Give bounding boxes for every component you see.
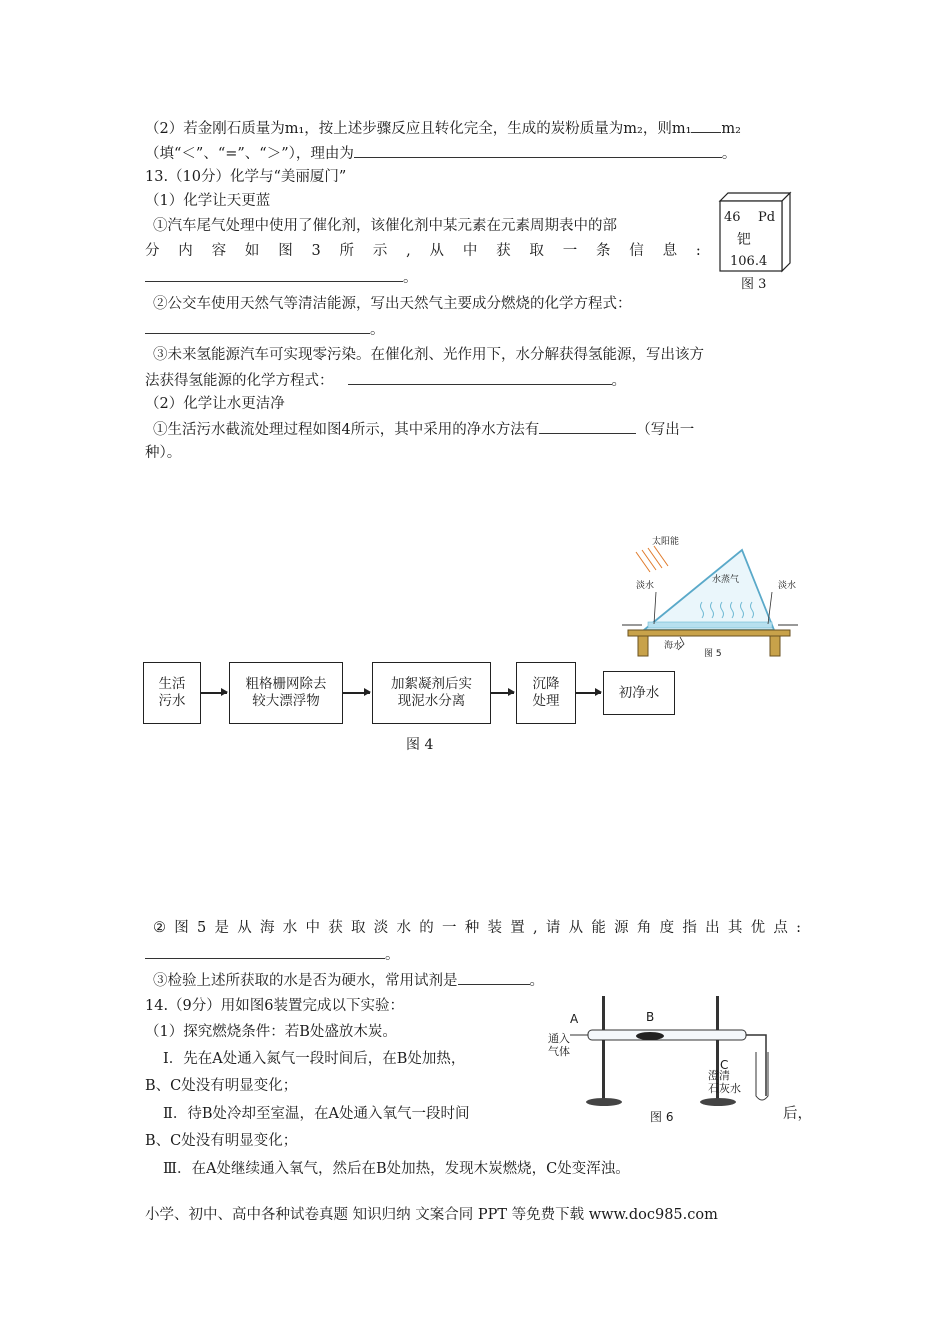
word: 点 xyxy=(773,920,788,936)
word: 图 xyxy=(174,920,189,936)
word: 置 xyxy=(510,920,525,936)
word: 中 xyxy=(305,920,320,936)
answer-blank[interactable] xyxy=(145,319,370,334)
word: 获 xyxy=(496,243,511,259)
word: , xyxy=(532,920,538,936)
fig5-vapor-label: 水蒸气 xyxy=(712,575,740,585)
flow-box-clean-water: 初净水 xyxy=(603,671,675,715)
word: 示 xyxy=(372,243,388,259)
word: 种 xyxy=(464,920,480,936)
word: 请 xyxy=(545,920,561,936)
q13-ii3-text: ③检验上述所获取的水是否为硬水，常用试剂是 xyxy=(153,973,458,989)
word: 海 xyxy=(259,920,275,936)
answer-blank[interactable] xyxy=(354,143,722,158)
word: 取 xyxy=(529,243,544,259)
fig5-sea-water: 海水 xyxy=(664,641,683,651)
element-name: 钯 xyxy=(737,232,751,248)
q14-step2-line1-end: 后， xyxy=(783,1106,812,1122)
fig4-caption: 图 4 xyxy=(406,737,434,753)
flow-box-sewage: 生活 污水 xyxy=(143,662,201,724)
answer-blank[interactable] xyxy=(539,419,636,434)
answer-blank[interactable] xyxy=(145,267,403,282)
word: 信 xyxy=(629,243,644,259)
word: 淡 xyxy=(373,920,389,936)
flow-box-grille: 粗格栅网除去 较大漂浮物 xyxy=(229,662,343,724)
flow-arrow xyxy=(491,692,514,694)
word: 度 xyxy=(659,920,675,936)
q14-step2-line1: Ⅱ．待B处冷却至室温，在A处通入氧气一段时间 xyxy=(163,1106,470,1122)
word: 装 xyxy=(487,920,502,936)
word: 优 xyxy=(750,920,766,936)
word: 能 xyxy=(591,920,606,936)
fig6-label-c: C xyxy=(720,1058,729,1072)
q12-line2-text: （填“＜”、“=”、“＞”），理由为 xyxy=(145,146,354,162)
q14-title: 14.（9分）用如图6装置完成以下实验： xyxy=(145,998,405,1014)
word: 5 xyxy=(197,920,207,936)
q13-item3-line1: ③未来氢能源汽车可实现零污染。在催化剂、光作用下，水分解获得氢能源，写出该方 xyxy=(153,347,704,363)
q13-ii3-line1 xyxy=(153,970,544,991)
answer-blank[interactable] xyxy=(145,944,385,959)
word: 息 xyxy=(662,243,678,259)
q12-line1 xyxy=(145,118,741,139)
flow-box-settling: 沉降 处理 xyxy=(516,662,576,724)
word: 的 xyxy=(419,920,434,936)
word: 容 xyxy=(211,243,227,259)
word: 中 xyxy=(462,243,478,259)
period: 。 xyxy=(370,322,385,338)
word: 角 xyxy=(636,920,652,936)
word: 一 xyxy=(441,920,457,936)
answer-blank[interactable] xyxy=(348,370,612,385)
answer-blank[interactable] xyxy=(458,970,530,985)
footer-text: 小学、初中、高中各种试卷真题 知识归纳 文案合同 PPT 等免费下载 www.doc985.com xyxy=(145,1207,718,1223)
q13-title: 13.（10分）化学与“美丽厦门” xyxy=(145,169,347,185)
q13-item1-line3 xyxy=(145,267,418,288)
q13-section2-title: （2）化学让水更洁净 xyxy=(145,396,285,412)
solar-still-diagram xyxy=(622,532,798,662)
answer-blank[interactable] xyxy=(691,118,721,133)
q14-step1-line2: B、C处没有明显变化； xyxy=(145,1078,298,1094)
word: 从 xyxy=(429,243,445,259)
word: 水 xyxy=(282,920,298,936)
word: 所 xyxy=(339,243,355,259)
q12-line1-end: m₂ xyxy=(721,121,741,137)
sun-rays xyxy=(636,546,668,572)
word: 取 xyxy=(350,920,366,936)
word: 出 xyxy=(705,920,720,936)
q13-item2-line1: ②公交车使用天然气等清洁能源，写出天然气主要成分燃烧的化学方程式： xyxy=(153,296,632,312)
fig6-caption: 图 6 xyxy=(650,1110,674,1124)
q13-ii1-text: ①生活污水截流处理过程如图4所示，其中采用的净水方法有 xyxy=(153,422,540,438)
q13-section1-title: （1）化学让天更蓝 xyxy=(145,193,271,209)
fig5-fresh-water-left: 淡水 xyxy=(636,581,655,591)
word: 如 xyxy=(244,243,260,259)
word: 源 xyxy=(614,920,629,936)
flow-box-flocculant: 加絮凝剂后实 现泥水分离 xyxy=(372,662,491,724)
flow-arrow xyxy=(201,692,227,694)
word: 从 xyxy=(237,920,252,936)
q14-step1-line1: Ⅰ．先在A处通入氮气一段时间后，在B处加热， xyxy=(163,1051,466,1067)
q13-ii1-line1 xyxy=(153,419,694,440)
word: 水 xyxy=(396,920,411,936)
word: : xyxy=(695,243,701,259)
word: 获 xyxy=(328,920,343,936)
fig5-fresh-water-right: 淡水 xyxy=(778,581,797,591)
flow-arrow xyxy=(576,692,601,694)
q13-ii1-line2: 种）。 xyxy=(145,445,182,461)
word: 分 xyxy=(145,243,160,259)
element-number: 46 xyxy=(724,210,741,225)
q13-ii2-line1 xyxy=(153,918,801,938)
q14-step2-line2: B、C处没有明显变化； xyxy=(145,1133,298,1149)
word: 内 xyxy=(178,243,193,259)
q13-item1-line2 xyxy=(145,241,701,261)
word: 指 xyxy=(682,920,697,936)
fig6-label-a: A xyxy=(570,1012,579,1026)
fig6-gas-inlet-label: 通入 气体 xyxy=(548,1032,570,1058)
word: 从 xyxy=(568,920,584,936)
element-mass: 106.4 xyxy=(730,254,768,269)
word: 其 xyxy=(727,920,743,936)
q12-line2 xyxy=(145,143,736,164)
combustion-apparatus-diagram xyxy=(570,992,780,1110)
fig3-caption: 图 3 xyxy=(741,277,767,292)
q14-section1-title: （1）探究燃烧条件：若B处盛放木炭。 xyxy=(145,1024,397,1040)
fig5-caption: 图 5 xyxy=(704,649,722,659)
word: 是 xyxy=(214,920,229,936)
q13-ii2-line2 xyxy=(145,944,400,965)
q13-item3-line2 xyxy=(145,370,626,391)
fig5-sun-label: 太阳能 xyxy=(652,537,680,547)
period: 。 xyxy=(529,973,544,989)
word: 图 xyxy=(278,243,293,259)
period: 。 xyxy=(721,146,737,162)
element-symbol: Pd xyxy=(758,210,776,225)
word: ② xyxy=(153,920,166,936)
word: : xyxy=(796,920,801,936)
period: 。 xyxy=(403,270,418,286)
period: 。 xyxy=(611,373,626,389)
word: 3 xyxy=(311,243,321,259)
q12-line1-text: （2）若金刚石质量为m₁，按上述步骤反应且转化完全，生成的炭粉质量为m₂，则m₁ xyxy=(145,121,692,137)
word: , xyxy=(406,243,411,259)
q13-item3-text: 法获得氢能源的化学方程式： xyxy=(145,373,334,389)
word: 条 xyxy=(596,243,611,259)
fig6-limewater-label: 澄清 石灰水 xyxy=(708,1069,741,1095)
fig6-label-b: B xyxy=(646,1010,655,1024)
q13-item2-line2 xyxy=(145,319,385,340)
flow-arrow xyxy=(343,692,370,694)
q13-item1-line1: ①汽车尾气处理中使用了催化剂，该催化剂中某元素在元素周期表中的部 xyxy=(153,218,617,234)
period: 。 xyxy=(385,947,400,963)
word: 一 xyxy=(562,243,578,259)
q14-step3-line1: Ⅲ．在A处继续通入氧气，然后在B处加热，发现木炭燃烧，C处变浑浊。 xyxy=(163,1161,630,1177)
q13-ii1-end: （写出一 xyxy=(636,422,695,438)
